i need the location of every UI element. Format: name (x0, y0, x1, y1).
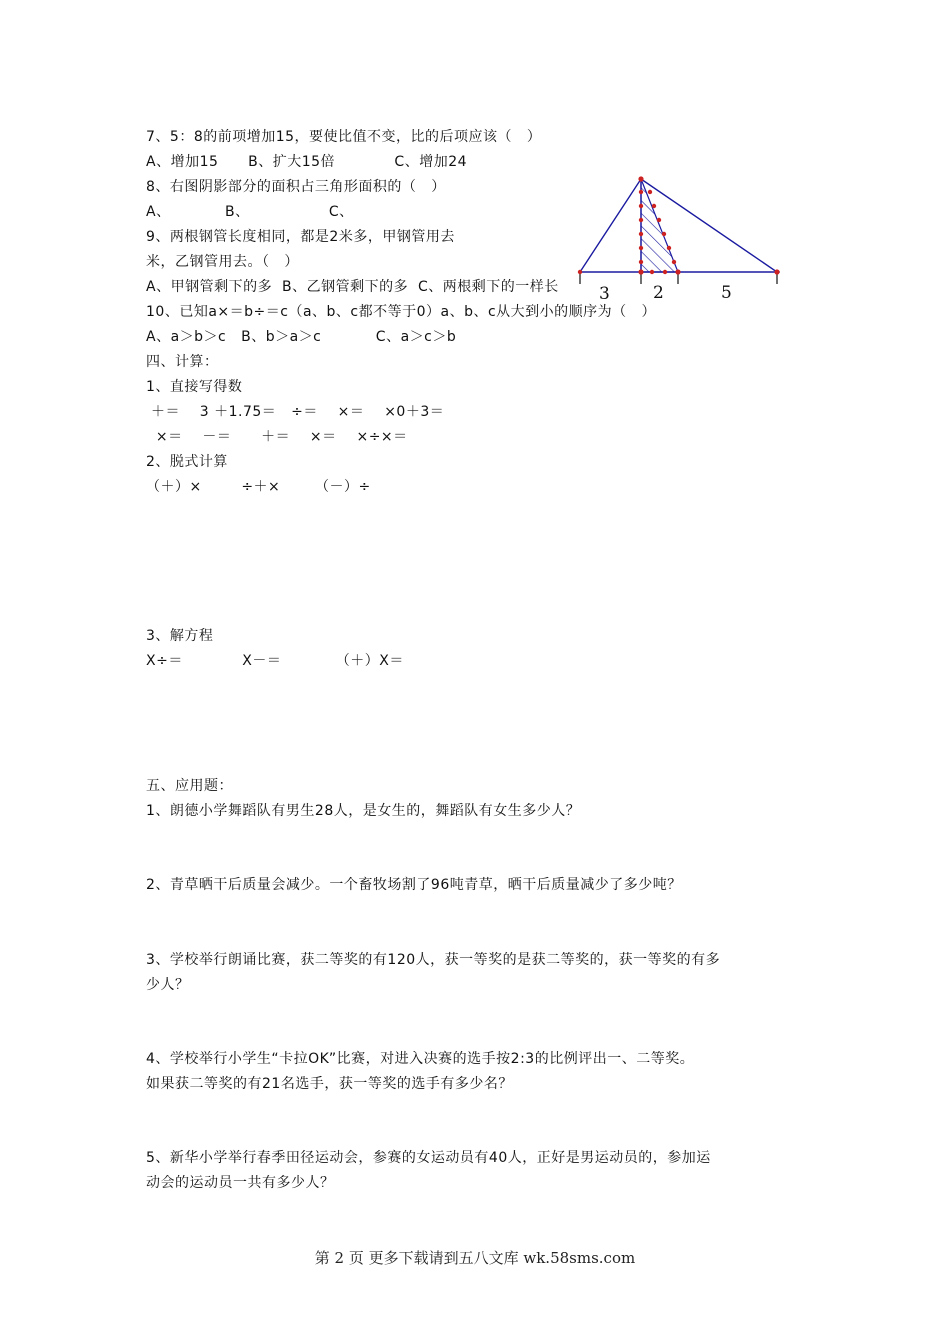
q8-stem: 8、右图阴影部分的面积占三角形面积的（ ） (146, 179, 446, 195)
q8-options: A、 B、 C、 (146, 204, 354, 220)
q10-options: A、a＞b＞c B、b＞a＞c C、a＞c＞b (146, 329, 457, 345)
q10-stem: 10、已知a×＝b÷＝c（a、b、c都不等于0）a、b、c从大到小的顺序为（ ） (146, 304, 657, 320)
page-footer: 第 2 页 更多下载请到五八文库 wk.58sms.com (314, 1249, 636, 1267)
calc-part1-row2: ×＝ －＝ ＋＝ ×＝ ×÷×＝ (146, 429, 408, 445)
triangle-figure (570, 168, 790, 308)
calc-part1-row1: ＋＝ 3 ＋1.75＝ ÷＝ ×＝ ×0＋3＝ (146, 404, 445, 420)
q7-stem: 7、5：8的前项增加15，要使比值不变，比的后项应该（ ） (146, 129, 542, 145)
vertex-dots (578, 176, 780, 274)
q9-stem-line1: 9、两根钢管长度相同，都是2米多，甲钢管用去 (146, 229, 455, 245)
calc-part2-title: 2、脱式计算 (146, 454, 228, 470)
problem-5-line2: 动会的运动员一共有多少人？ (146, 1175, 335, 1191)
problem-3-line1: 3、学校举行朗诵比赛，获二等奖的有120人，获一等奖的是获二等奖的，获一等奖的有多 (146, 952, 721, 968)
problem-2: 2、青草晒干后质量会减少。一个畜牧场割了96吨青草，晒干后质量减少了多少吨？ (146, 877, 682, 893)
problem-4-line2: 如果获二等奖的有21名选手，获一等奖的选手有多少名？ (146, 1076, 513, 1092)
q9-options: A、甲钢管剩下的多 B、乙钢管剩下的多 C、两根剩下的一样长 (146, 279, 559, 295)
section4-title: 四、计算： (146, 354, 219, 370)
q9-stem-line2: 米，乙钢管用去。（ ） (146, 254, 299, 270)
q7-options: A、增加15 B、扩大15倍 C、增加24 (146, 154, 468, 170)
calc-part1-title: 1、直接写得数 (146, 379, 243, 395)
label-mid: 2 (653, 283, 664, 303)
shaded-region (641, 179, 678, 272)
problem-1: 1、朗德小学舞蹈队有男生28人，是女生的，舞蹈队有女生多少人？ (146, 803, 581, 819)
calc-part2-row: （＋）× ÷＋× （－）÷ (146, 479, 371, 495)
section5-title: 五、应用题： (146, 778, 233, 794)
problem-5-line1: 5、新华小学举行春季田径运动会，参赛的女运动员有40人，正好是男运动员的，参加运 (146, 1150, 711, 1166)
triangle-outline (580, 179, 777, 272)
label-left: 3 (599, 284, 610, 304)
calc-part3-row: X÷＝ X－＝ （＋）X＝ (146, 653, 404, 669)
problem-3-line2: 少人？ (146, 977, 190, 993)
calc-part3-title: 3、解方程 (146, 628, 214, 644)
label-right: 5 (721, 283, 732, 303)
problem-4-line1: 4、学校举行小学生“卡拉OK”比赛，对进入决赛的选手按2:3的比例评出一、二等奖。 (146, 1051, 695, 1067)
